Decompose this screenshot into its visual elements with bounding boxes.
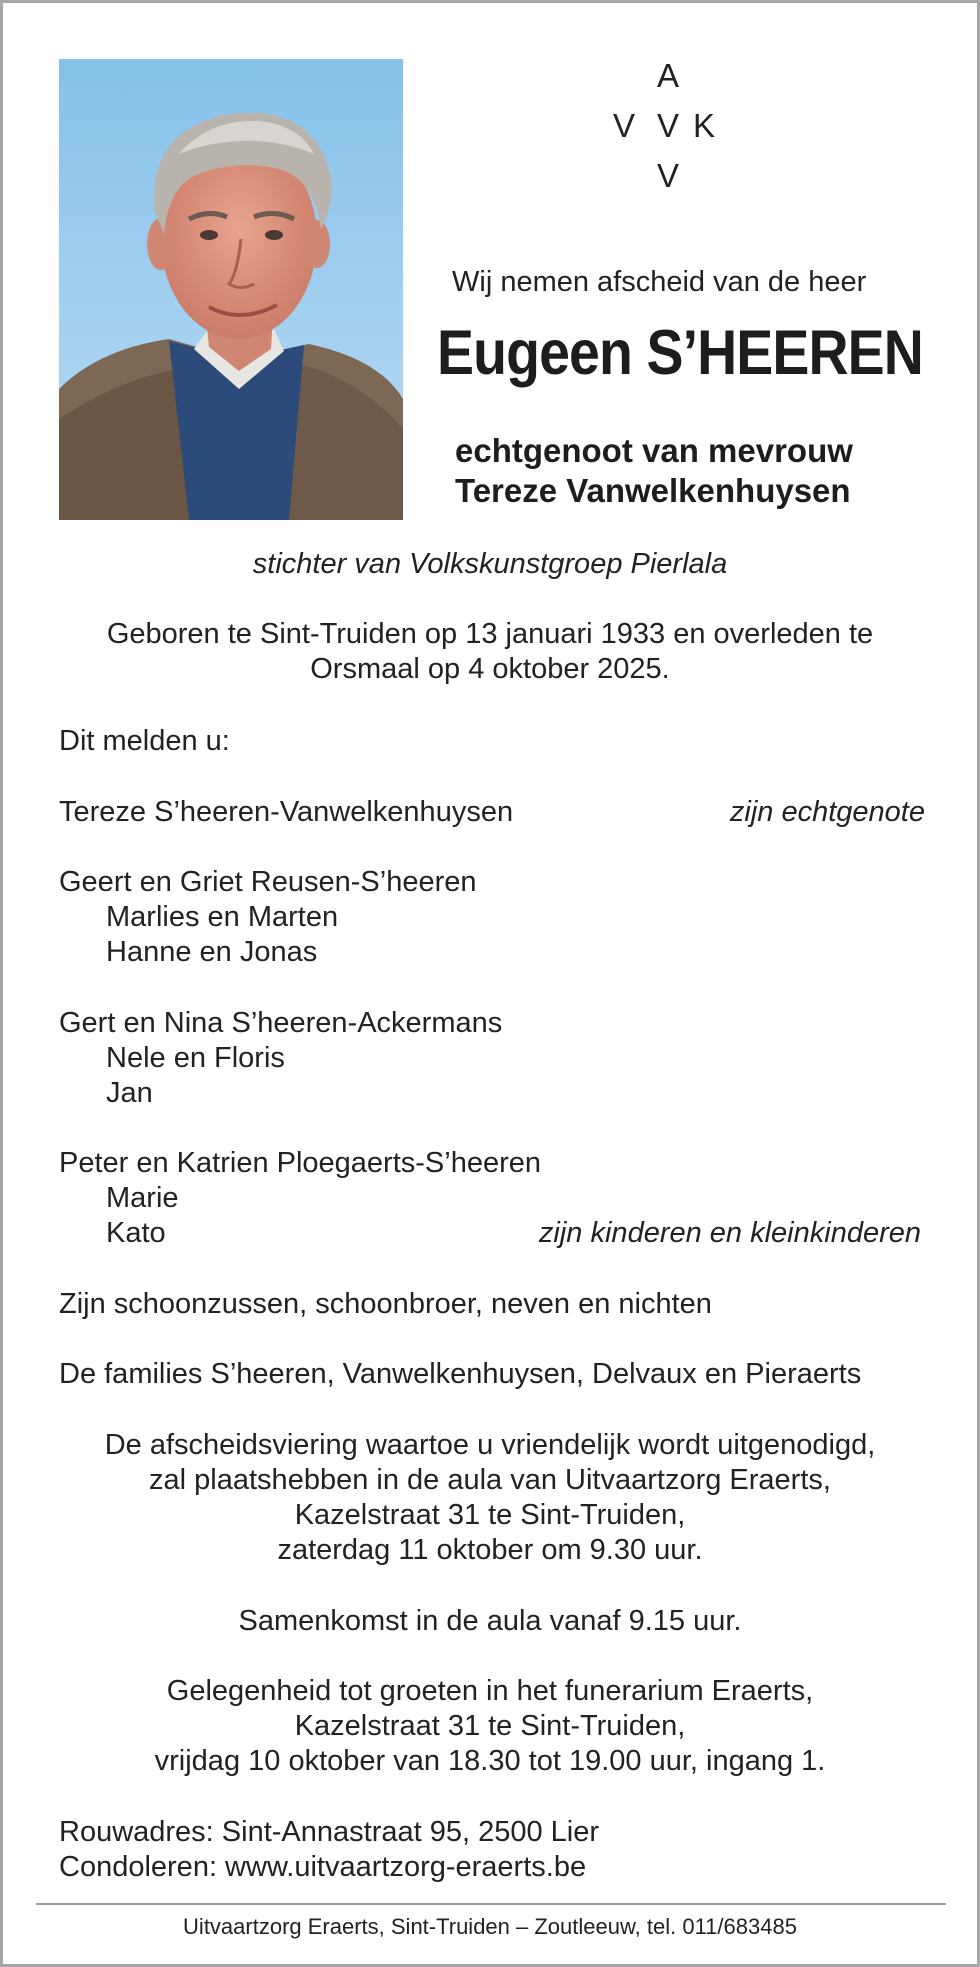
- cross-bottom-letter: V: [657, 157, 680, 194]
- child-1-grandchild-1: Marlies en Marten: [106, 901, 339, 933]
- portrait-illustration: [59, 59, 403, 520]
- deceased-name: Eugeen S’HEEREN: [437, 318, 923, 388]
- spouse-line-1: echtgenoot van mevrouw: [455, 432, 853, 469]
- ceremony-line-4: zaterdag 11 oktober om 9.30 uur.: [277, 1534, 703, 1566]
- child-2-grandchild-2: Jan: [106, 1077, 153, 1109]
- funeral-home-footer: Uitvaartzorg Eraerts, Sint-Truiden – Zoutleeuw, tel. 011/683485: [183, 1914, 797, 1939]
- founder-line: stichter van Volkskunstgroep Pierlala: [252, 548, 728, 580]
- child-3-grandchild-1: Marie: [106, 1182, 179, 1214]
- cross-center-letter: V: [657, 107, 680, 144]
- surviving-spouse-role: zijn echtgenote: [729, 796, 925, 828]
- condolences-link[interactable]: Condoleren: www.uitvaartzorg-eraerts.be: [59, 1851, 587, 1883]
- visit-line-3: vrijdag 10 oktober van 18.30 tot 19.00 uur, ingang 1.: [154, 1745, 826, 1777]
- child-1-grandchild-2: Hanne en Jonas: [106, 936, 318, 968]
- visit-line-2: Kazelstraat 31 te Sint-Truiden,: [294, 1710, 686, 1742]
- surviving-spouse-name: Tereze S’heeren-Vanwelkenhuysen: [59, 796, 514, 828]
- announce-line: Dit melden u:: [59, 725, 230, 757]
- gathering-line: Samenkomst in de aula vanaf 9.15 uur.: [238, 1605, 742, 1637]
- birth-death-line-1: Geboren te Sint-Truiden op 13 januari 1933 en overleden te: [106, 618, 874, 650]
- cross-right-letter: K: [693, 107, 716, 144]
- visit-line-1: Gelegenheid tot groeten in het funerarium Eraerts,: [166, 1675, 814, 1707]
- families-line: De families S’heeren, Vanwelkenhuysen, Delvaux en Pieraerts: [59, 1358, 862, 1390]
- child-3-name: Peter en Katrien Ploegaerts-S’heeren: [59, 1147, 542, 1179]
- spouse-line-2: Tereze Vanwelkenhuysen: [455, 472, 851, 509]
- ceremony-line-3: Kazelstraat 31 te Sint-Truiden,: [294, 1499, 686, 1531]
- children-role: zijn kinderen en kleinkinderen: [538, 1217, 921, 1249]
- child-2-name: Gert en Nina S’heeren-Ackermans: [59, 1007, 503, 1039]
- ceremony-line-1: De afscheidsviering waartoe u vriendelijk wordt uitgenodigd,: [104, 1429, 876, 1461]
- inlaws-line: Zijn schoonzussen, schoonbroer, neven en nichten: [59, 1288, 712, 1320]
- ceremony-line-2: zal plaatshebben in de aula van Uitvaartzorg Eraerts,: [149, 1464, 831, 1496]
- footer-divider: [36, 1903, 946, 1905]
- mourning-address: Rouwadres: Sint-Annastraat 95, 2500 Lier: [59, 1816, 600, 1848]
- child-2-grandchild-1: Nele en Floris: [106, 1042, 285, 1074]
- child-3-grandchild-2: Kato: [106, 1217, 166, 1249]
- child-1-name: Geert en Griet Reusen-S’heeren: [59, 866, 477, 898]
- birth-death-line-2: Orsmaal op 4 oktober 2025.: [310, 653, 670, 685]
- cross-top-letter: A: [657, 57, 680, 94]
- intro-text: Wij nemen afscheid van de heer: [452, 266, 867, 298]
- portrait-photo: [59, 59, 403, 520]
- cross-left-letter: V: [613, 107, 636, 144]
- initials-cross: [599, 59, 749, 195]
